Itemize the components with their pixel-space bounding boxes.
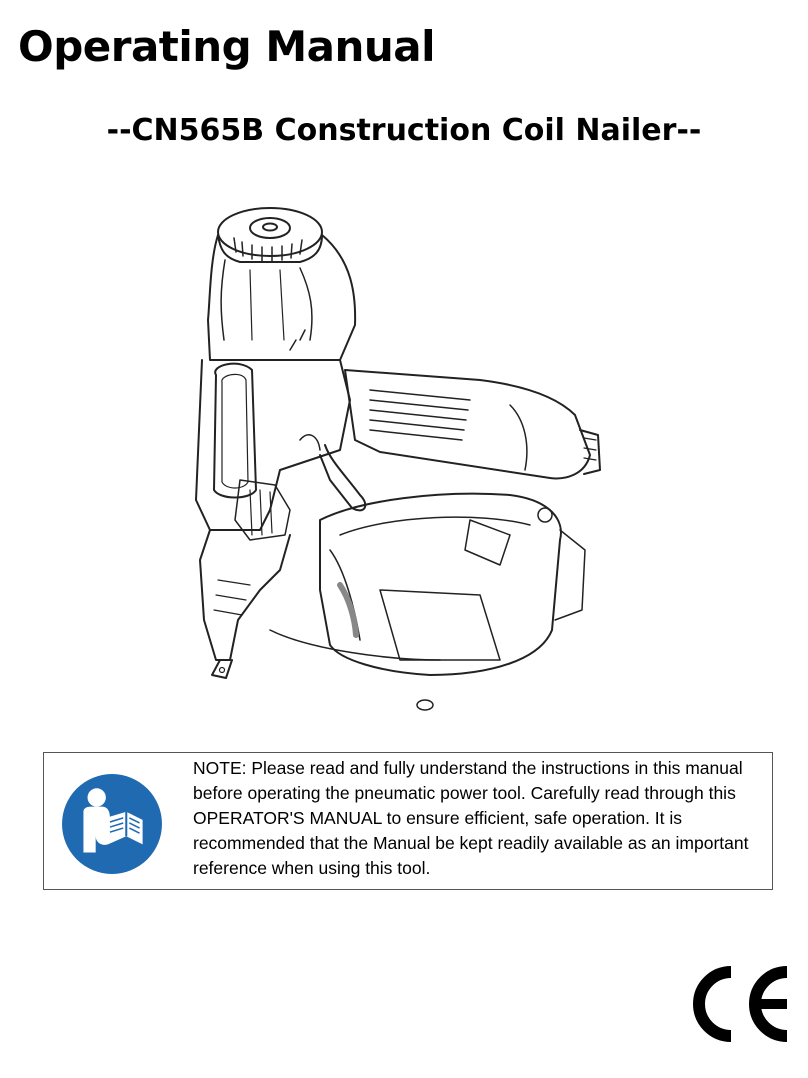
safety-note-box [43,752,773,890]
page-title: Operating Manual [18,22,436,71]
coil-nailer-illustration [180,190,620,720]
ce-mark-icon [683,964,793,1044]
note-text: NOTE: Please read and fully understand the instructions in this manual before operating the pneumatic power tool. Carefully read through this OPERATOR'S MANUAL to ensure efficient, safe operation. It is recommended that the Manual be kept readily available as an important reference when using this tool. [193,758,749,878]
product-subtitle: --CN565B Construction Coil Nailer-- [106,113,702,148]
read-manual-icon [61,773,163,875]
